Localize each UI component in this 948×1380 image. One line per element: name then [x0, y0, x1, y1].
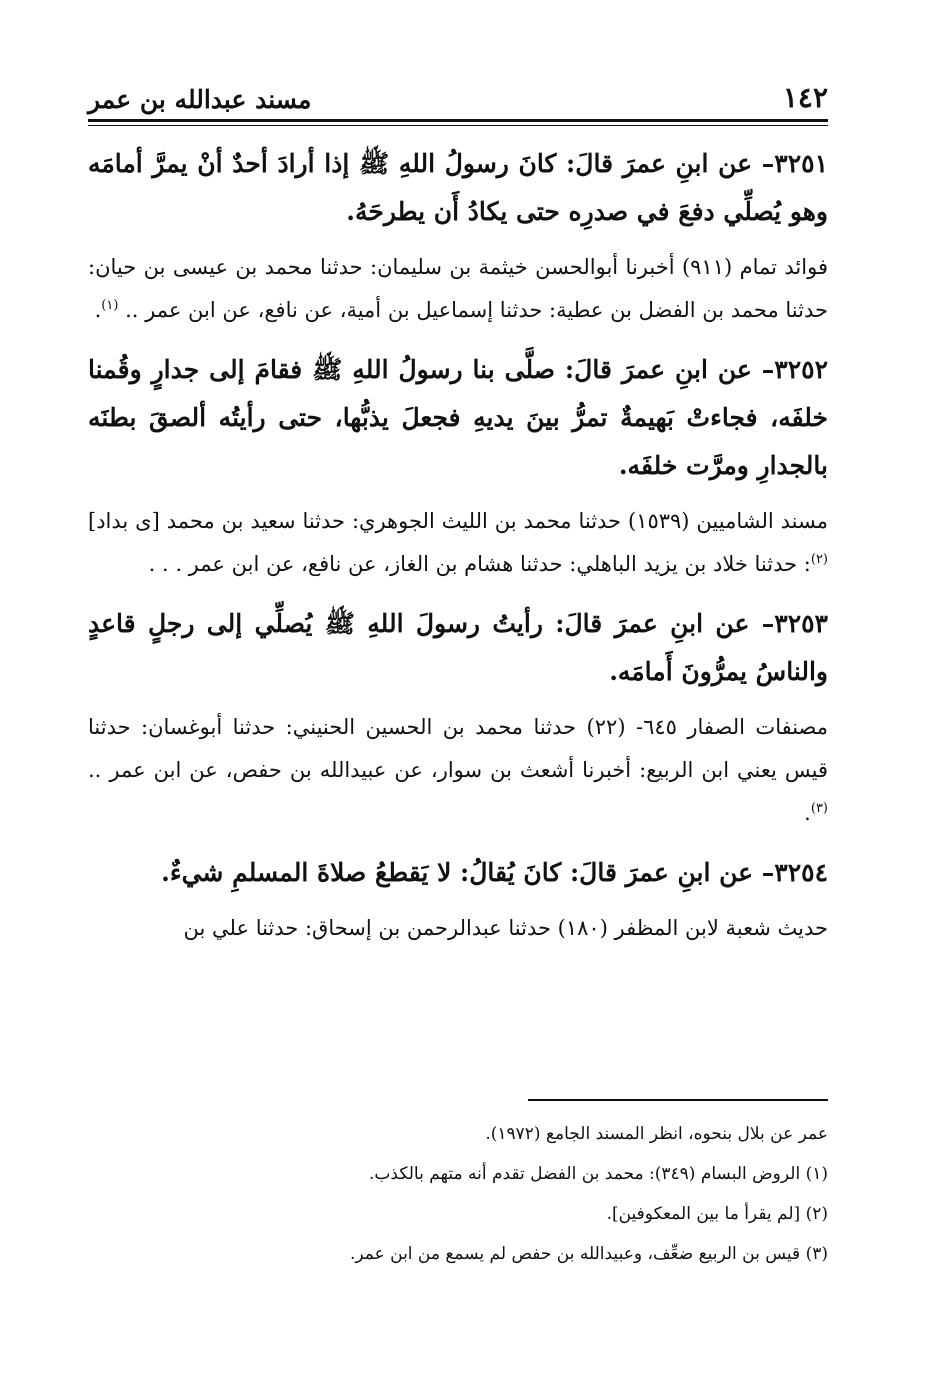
source-text: مسند الشاميين (١٥٣٩) حدثنا محمد بن الليث الجوهري: حدثنا سعيد بن محمد [ى بداد] [88, 509, 828, 533]
page-number: ١٤٢ [782, 81, 828, 114]
source-tail: . [94, 298, 102, 322]
hadith-3251: ٣٢٥١– عن ابنِ عمرَ قالَ: كانَ رسولُ اللهِ ﷺ إذا أرادَ أحدٌ أنْ يمرَّ أمامَه وهو يُصلِّي دفعَ في صدرِه حتى يكادُ أَن يطرحَهُ. [88, 149, 828, 226]
footnote-continuation: عمر عن بلال بنحوه، انظر المسند الجامع (١٩٧٢). [485, 1124, 828, 1144]
source-text: فوائد تمام (٩١١) أخبرنا أبوالحسن خيثمة بن سليمان: حدثنا محمد بن عيسى بن حيان: حدثنا محمد بن الفضل بن عطية: حدثنا إسماعيل بن أمية، عن نافع، عن ابن عمر .. [88, 255, 828, 322]
running-head [88, 78, 828, 118]
hadith-number: ٣٢٥٣ [774, 609, 828, 638]
footnote-rule [528, 1099, 828, 1101]
footnotes [88, 1114, 828, 1274]
footnote-ref-2[interactable]: (٢) [810, 552, 828, 567]
header-rule-thin [88, 125, 828, 126]
hadith-3252: ٣٢٥٢– عن ابنِ عمرَ قالَ: صلَّى بنا رسولُ اللهِ ﷺ فقامَ إلى جدارٍ وقُمنا خلفَه، فجاءتْ بَهيمةٌ تمرُّ بينَ يديهِ فجعلَ يذبُّها، حتى رأيتُه ألصقَ بطنَه بالجدارِ ومرَّت خلفَه. [88, 355, 828, 480]
hadith-text: عن ابنِ عمرَ قالَ: كانَ رسولُ اللهِ ﷺ إذا أرادَ أحدٌ أنْ يمرَّ أمامَه وهو يُصلِّي دفعَ في صدرِه حتى يكادُ أَن يطرحَهُ. [88, 149, 828, 226]
source-tail: . [804, 801, 811, 825]
source-3252 [88, 500, 828, 586]
book-page [88, 78, 828, 1358]
header-rule [88, 119, 828, 122]
hadith-text: عن ابنِ عمرَ قالَ: رأيتُ رسولَ اللهِ ﷺ يُصلِّي إلى رجلٍ قاعدٍ والناسُ يمرُّونَ أَمامَه. [88, 609, 828, 686]
hadith-number: ٣٢٥١ [774, 149, 828, 178]
source-text: مصنفات الصفار ٦٤٥- (٢٢) حدثنا محمد بن الحسين الحنيني: حدثنا أبوغسان: حدثنا قيس يعني ابن الربيع: أخبرنا أشعث بن سوار، عن عبيدالله بن حفص، عن ابن عمر .. [88, 715, 829, 782]
source-tail: : حدثنا خلاد بن يزيد الباهلي: حدثنا هشام بن الغاز، عن نافع، عن ابن عمر . . . [148, 552, 811, 576]
footnote-1: (١) الروض البسام (٣٤٩): محمد بن الفضل تقدم أنه متهم بالكذب. [369, 1164, 828, 1184]
footnote-2: (٢) [لم يقرأ ما بين المعكوفين]. [606, 1204, 828, 1224]
source-text: حديث شعبة لابن المظفر (١٨٠) حدثنا عبدالرحمن بن إسحاق: حدثنا علي بن [183, 916, 828, 940]
source-3251 [88, 246, 828, 332]
book-title: مسند عبدالله بن عمر [88, 85, 312, 114]
hadith-3254: ٣٢٥٤– عن ابنِ عمرَ قالَ: كانَ يُقالُ: لا يَقطعُ صلاةَ المسلمِ شيءٌ. [161, 858, 828, 887]
hadith-number: ٣٢٥٤ [774, 858, 828, 887]
main-text [88, 140, 828, 964]
footnote-3: (٣) قيس بن الربيع ضعِّف، وعبيدالله بن حفص لم يسمع من ابن عمر. [349, 1244, 828, 1264]
hadith-3253: ٣٢٥٣– عن ابنِ عمرَ قالَ: رأيتُ رسولَ اللهِ ﷺ يُصلِّي إلى رجلٍ قاعدٍ والناسُ يمرُّونَ أَمامَه. [88, 609, 828, 686]
hadith-number: ٣٢٥٢ [774, 355, 828, 384]
footnote-ref-3[interactable]: (٣) [810, 801, 828, 816]
hadith-text: عن ابنِ عمرَ قالَ: صلَّى بنا رسولُ اللهِ ﷺ فقامَ إلى جدارٍ وقُمنا خلفَه، فجاءتْ بَهيمةٌ تمرُّ بينَ يديهِ فجعلَ يذبُّها، حتى رأيتُه ألصقَ بطنَه بالجدارِ ومرَّت خلفَه. [88, 355, 828, 480]
source-3254 [88, 907, 828, 950]
footnote-ref-1[interactable]: (١) [101, 298, 119, 313]
source-3253 [88, 706, 828, 835]
hadith-text: عن ابنِ عمرَ قالَ: كانَ يُقالُ: لا يَقطعُ صلاةَ المسلمِ شيءٌ. [161, 858, 754, 887]
